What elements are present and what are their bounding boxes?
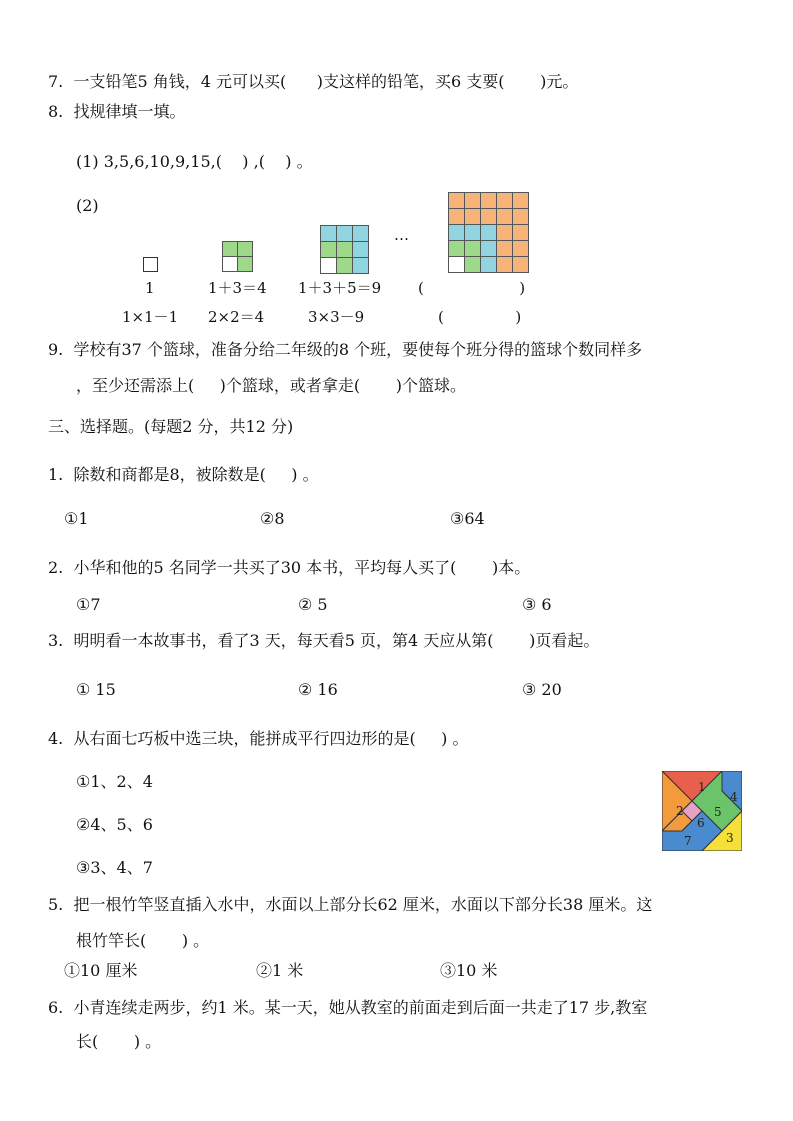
grid-cell bbox=[352, 257, 369, 274]
square-1x1 bbox=[143, 257, 158, 272]
choice-6-line1: 6. 小青连续走两步，约1 米。某一天，她从教室的前面走到后面一共走了17 步,教室 bbox=[48, 998, 648, 1017]
grid-cell bbox=[480, 256, 497, 273]
grid-cell bbox=[464, 256, 481, 273]
choice-2: 2. 小华和他的5 名同学一共买了30 本书，平均每人买了( )本。 bbox=[48, 558, 531, 577]
question-7: 7. 一支铅笔5 角钱，4 元可以买( )支这样的铅笔，买6 支要( )元。 bbox=[48, 72, 579, 91]
grid-cell bbox=[352, 241, 369, 258]
choice-3-opt-b: ② 16 bbox=[298, 680, 338, 699]
choice-5-opt-c: ③10 米 bbox=[440, 961, 498, 980]
choice-5-opt-a: ①10 厘米 bbox=[64, 961, 138, 980]
grid-cell bbox=[320, 257, 337, 274]
grid-cell bbox=[480, 240, 497, 257]
choice-2-opt-a: ①7 bbox=[76, 595, 101, 614]
grid-cell bbox=[448, 240, 465, 257]
grid-cell bbox=[512, 256, 529, 273]
choice-2-opt-c: ③ 6 bbox=[522, 595, 552, 614]
grid-cell bbox=[448, 208, 465, 225]
choice-1: 1. 除数和商都是8，被除数是( ) 。 bbox=[48, 465, 319, 484]
grid-cell bbox=[448, 192, 465, 209]
svg-text:4: 4 bbox=[730, 790, 738, 804]
svg-text:2: 2 bbox=[676, 804, 684, 818]
choice-2-opt-b: ② 5 bbox=[298, 595, 328, 614]
pattern-add-4: ( ) bbox=[418, 279, 526, 297]
pattern-add-1: 1 bbox=[145, 279, 155, 297]
grid-cell bbox=[512, 208, 529, 225]
choice-5-line1: 5. 把一根竹竿竖直插入水中，水面以上部分长62 厘米，水面以下部分长38 厘米。这 bbox=[48, 895, 653, 914]
grid-cell bbox=[464, 208, 481, 225]
choice-1-opt-b: ②8 bbox=[260, 509, 285, 528]
grid-cell bbox=[464, 224, 481, 241]
choice-5-opt-b: ②1 米 bbox=[256, 961, 304, 980]
grid-cell bbox=[496, 192, 513, 209]
svg-text:1: 1 bbox=[698, 780, 706, 794]
pattern-mul-4: ( ) bbox=[438, 308, 522, 326]
pattern-mul-1: 1×1－1 bbox=[122, 308, 179, 326]
grid-cell bbox=[320, 241, 337, 258]
choice-3-opt-c: ③ 20 bbox=[522, 680, 562, 699]
grid-cell bbox=[480, 208, 497, 225]
question-8-1: (1) 3,5,6,10,9,15,( ) ,( ) 。 bbox=[76, 152, 313, 171]
grid-cell bbox=[512, 192, 529, 209]
svg-text:5: 5 bbox=[714, 805, 722, 819]
choice-1-opt-a: ①1 bbox=[64, 509, 89, 528]
tangram-figure bbox=[662, 771, 742, 851]
choice-4-opt-b: ②4、5、6 bbox=[76, 815, 153, 834]
grid-cell bbox=[320, 225, 337, 242]
pattern-mul-3: 3×3－9 bbox=[308, 308, 365, 326]
grid-cell bbox=[336, 257, 353, 274]
ellipsis: … bbox=[394, 226, 410, 244]
choice-4-opt-a: ①1、2、4 bbox=[76, 772, 153, 791]
grid-cell bbox=[480, 192, 497, 209]
pattern-mul-2: 2×2＝4 bbox=[208, 308, 265, 326]
grid-cell bbox=[464, 192, 481, 209]
pattern-add-3: 1＋3＋5＝9 bbox=[298, 279, 382, 297]
choice-1-opt-c: ③64 bbox=[450, 509, 485, 528]
grid-cell bbox=[352, 225, 369, 242]
grid-cell bbox=[336, 225, 353, 242]
question-8: 8. 找规律填一填。 bbox=[48, 102, 186, 121]
grid-cell bbox=[480, 224, 497, 241]
grid-cell bbox=[496, 256, 513, 273]
question-9-line1: 9. 学校有37 个篮球，准备分给二年级的8 个班，要使每个班分得的篮球个数同样多 bbox=[48, 340, 643, 359]
grid-cell bbox=[512, 224, 529, 241]
choice-5-line2: 根竹竿长( ) 。 bbox=[76, 931, 210, 950]
grid-cell bbox=[448, 256, 465, 273]
choice-3: 3. 明明看一本故事书，看了3 天，每天看5 页，第4 天应从第( )页看起。 bbox=[48, 631, 600, 650]
choice-3-opt-a: ① 15 bbox=[76, 680, 116, 699]
grid-cell bbox=[496, 240, 513, 257]
choice-6-line2: 长( ) 。 bbox=[76, 1032, 162, 1051]
pattern-add-2: 1＋3＝4 bbox=[208, 279, 267, 297]
grid-cell bbox=[512, 240, 529, 257]
svg-text:6: 6 bbox=[697, 816, 705, 830]
grid-cell bbox=[496, 208, 513, 225]
grid-cell bbox=[496, 224, 513, 241]
grid-cell bbox=[336, 241, 353, 258]
section-3-title: 三、选择题。(每题2 分，共12 分) bbox=[48, 417, 294, 436]
svg-text:3: 3 bbox=[726, 831, 734, 845]
choice-4-opt-c: ③3、4、7 bbox=[76, 858, 153, 877]
grid-cell bbox=[464, 240, 481, 257]
svg-text:7: 7 bbox=[684, 834, 692, 848]
question-8-2-label: (2) bbox=[76, 196, 99, 215]
choice-4: 4. 从右面七巧板中选三块，能拼成平行四边形的是( ) 。 bbox=[48, 729, 469, 748]
question-9-line2: ，至少还需添上( )个篮球，或者拿走( )个篮球。 bbox=[76, 376, 467, 395]
grid-cell bbox=[448, 224, 465, 241]
